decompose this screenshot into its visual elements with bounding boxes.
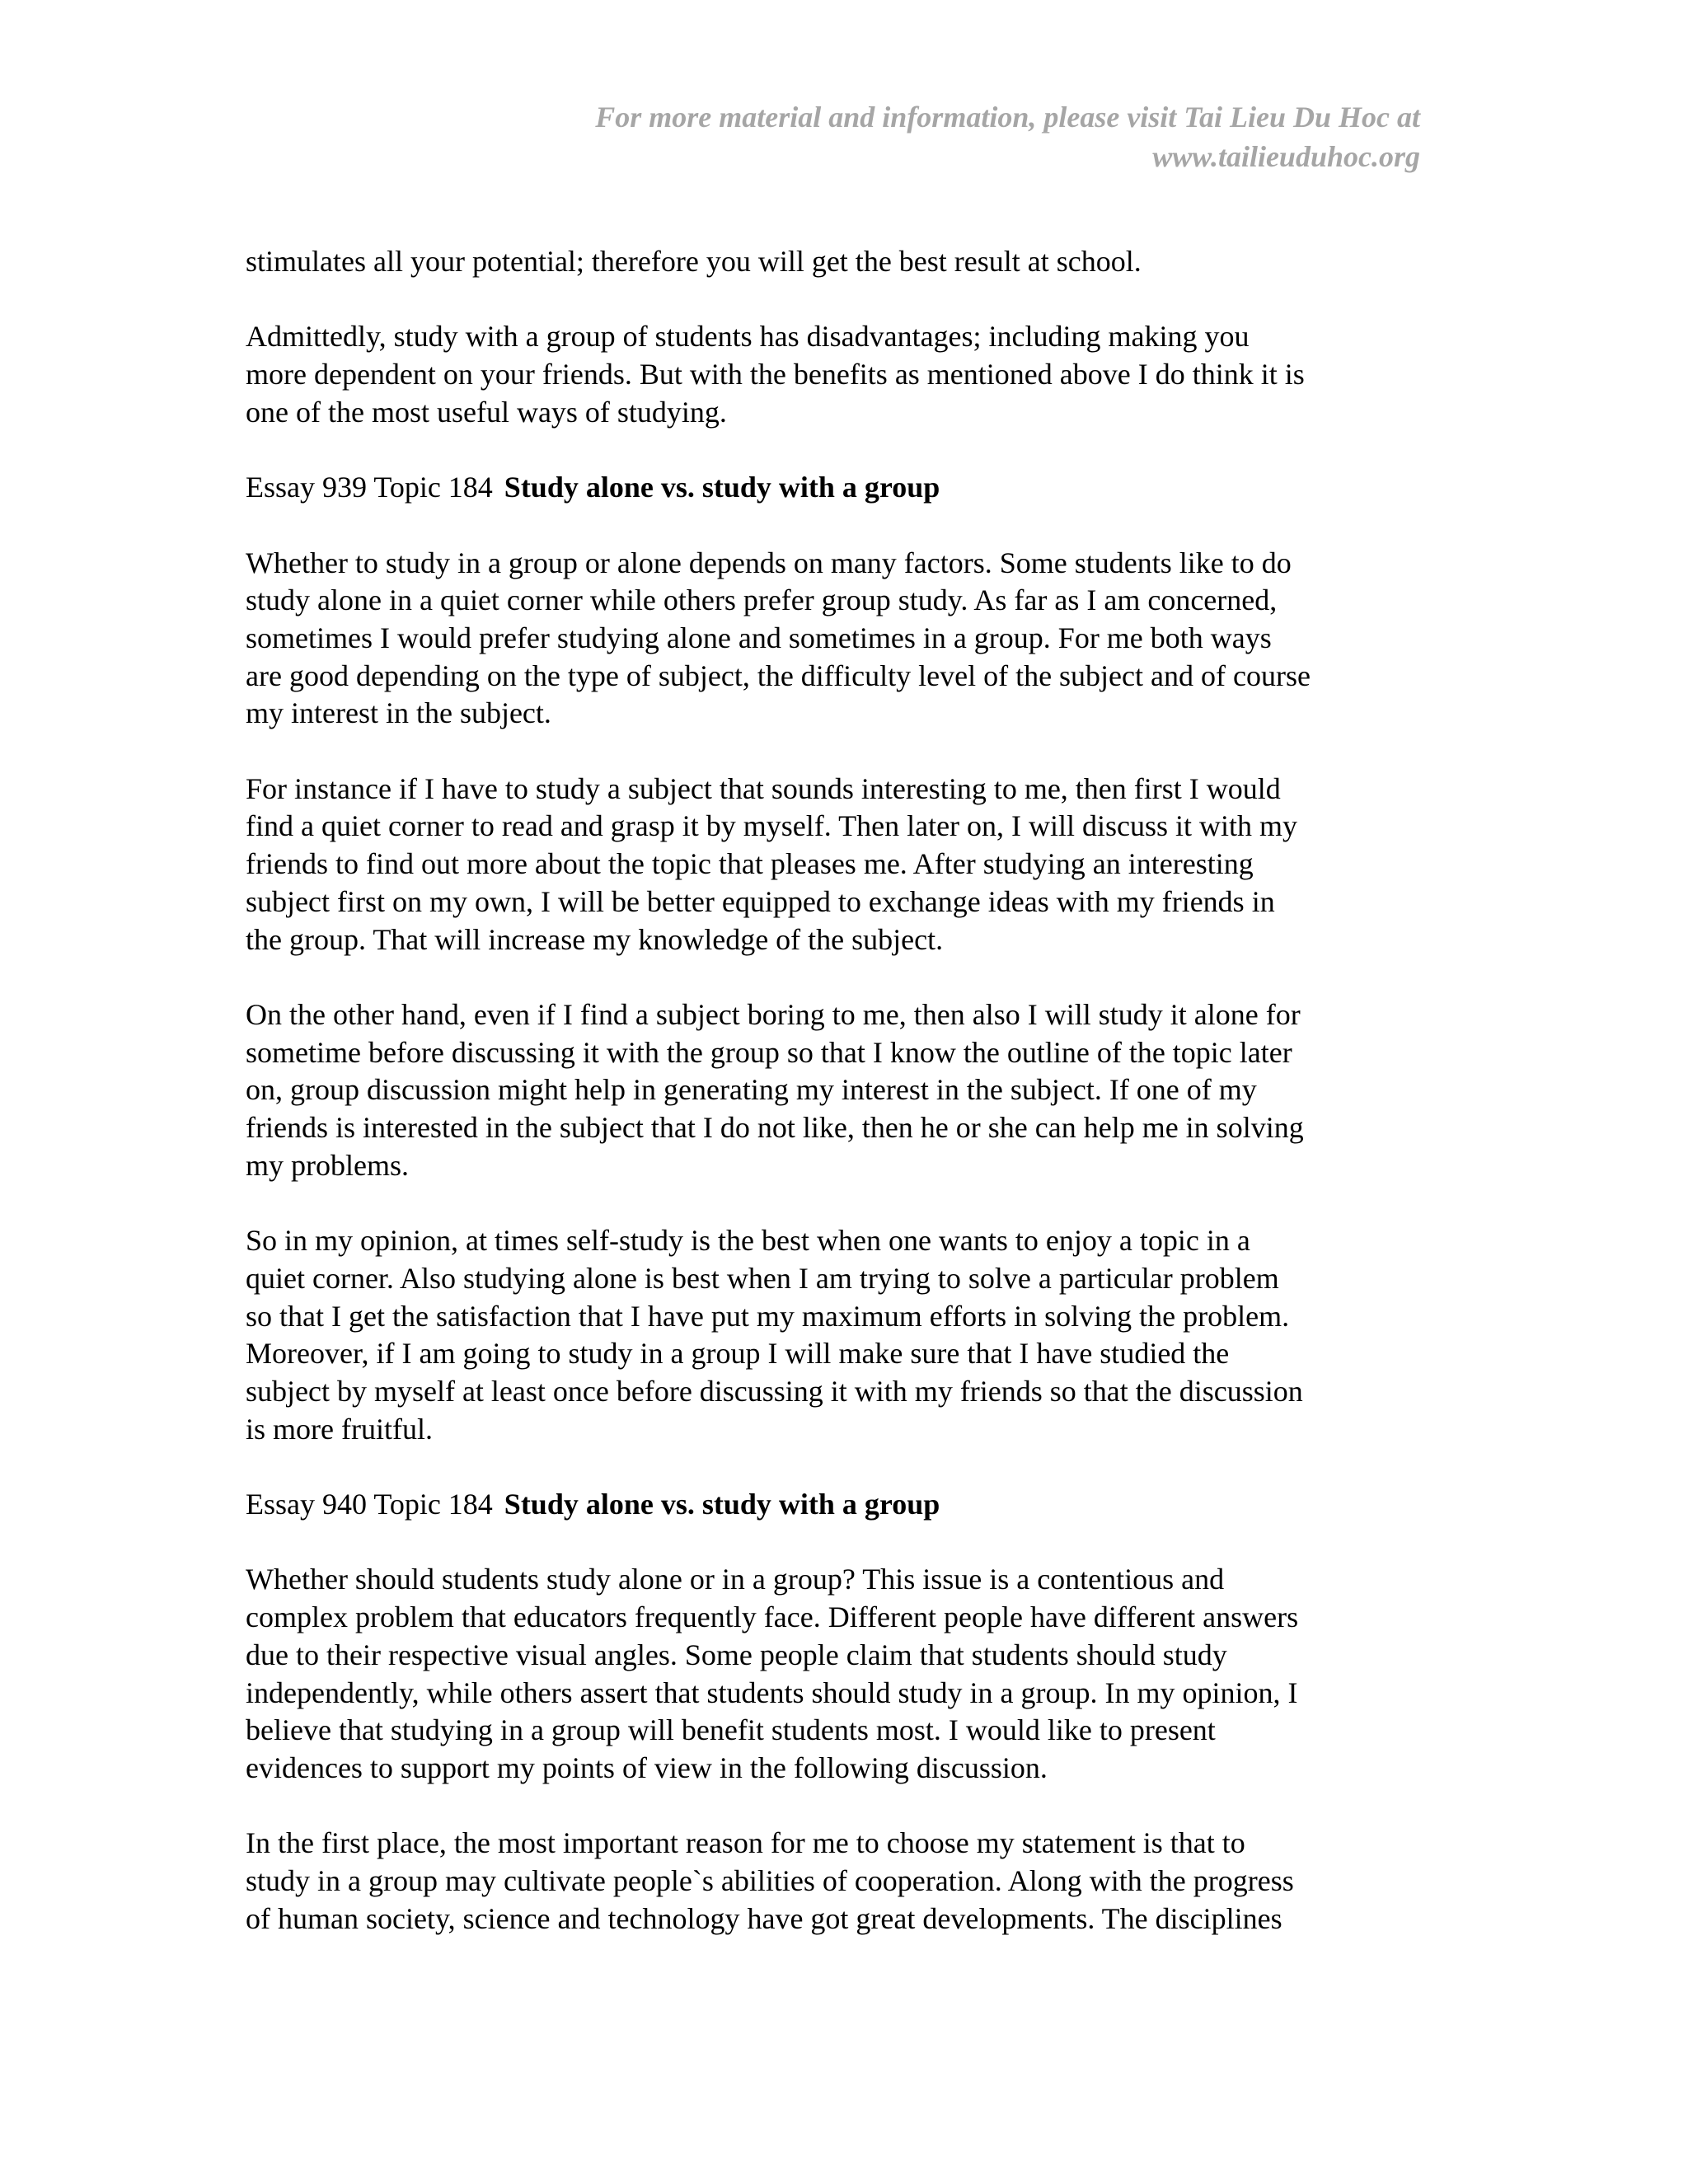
text-line: Admittedly, study with a group of students has disadvantages; including making you: [246, 320, 1250, 354]
essay-title: Study alone vs. study with a group: [504, 1488, 940, 1521]
text-line: evidences to support my points of view in the following discussion.: [246, 1751, 1048, 1784]
text-line: friends to find out more about the topic that pleases me. After studying an interesting: [246, 847, 1254, 881]
document-body: [246, 243, 1449, 1975]
essay-heading: [246, 1486, 1449, 1524]
text-line: so that I get the satisfaction that I have put my maximum efforts in solving the problem.: [246, 1299, 1290, 1333]
header-line-1: For more material and information, please visit Tai Lieu Du Hoc at: [595, 101, 1420, 134]
paragraph: [246, 545, 1449, 733]
text-line: is more fruitful.: [246, 1412, 433, 1446]
paragraph: [246, 318, 1449, 431]
text-line: find a quiet corner to read and grasp it by myself. Then later on, I will discuss it with my: [246, 809, 1298, 843]
text-line: stimulates all your potential; therefore you will get the best result at school.: [246, 245, 1142, 278]
text-line: subject first on my own, I will be better equipped to exchange ideas with my friends in: [246, 884, 1275, 918]
essay-label: Essay 940 Topic 184: [246, 1488, 493, 1521]
text-line: friends is interested in the subject that I do not like, then he or she can help me in solving: [246, 1111, 1304, 1145]
text-line: So in my opinion, at times self-study is the best when one wants to enjoy a topic in a: [246, 1224, 1250, 1258]
text-line: Whether should students study alone or in a group? This issue is a contentious and: [246, 1563, 1225, 1596]
paragraph: [246, 771, 1449, 959]
text-line: independently, while others assert that students should study in a group. In my opinion, I: [246, 1675, 1298, 1709]
paragraph: [246, 243, 1449, 281]
essay-label: Essay 939 Topic 184: [246, 471, 493, 504]
text-line: due to their respective visual angles. Some people claim that students should study: [246, 1638, 1227, 1671]
text-line: the group. That will increase my knowledge of the subject.: [246, 922, 944, 956]
paragraph: [246, 996, 1449, 1185]
page-header: [349, 97, 1420, 176]
text-line: On the other hand, even if I find a subject boring to me, then also I will study it alone for: [246, 997, 1301, 1031]
text-line: are good depending on the type of subject, the difficulty level of the subject and of course: [246, 658, 1311, 692]
text-line: subject by myself at least once before discussing it with my friends so that the discussion: [246, 1375, 1303, 1408]
text-line: my interest in the subject.: [246, 696, 551, 730]
paragraph: [246, 1222, 1449, 1448]
text-line: quiet corner. Also studying alone is best when I am trying to solve a particular problem: [246, 1261, 1279, 1295]
paragraph: [246, 1561, 1449, 1787]
text-line: sometimes I would prefer studying alone and sometimes in a group. For me both ways: [246, 621, 1272, 654]
paragraph: [246, 1825, 1449, 1938]
text-line: my problems.: [246, 1148, 409, 1182]
text-line: For instance if I have to study a subject that sounds interesting to me, then first I would: [246, 771, 1281, 805]
text-line: Moreover, if I am going to study in a group I will make sure that I have studied the: [246, 1337, 1230, 1371]
text-line: complex problem that educators frequently face. Different people have different answers: [246, 1601, 1299, 1634]
header-url: www.tailieuduhoc.org: [1152, 140, 1420, 173]
essay-heading: [246, 469, 1449, 507]
text-line: sometime before discussing it with the group so that I know the outline of the topic later: [246, 1035, 1292, 1069]
essay-title: Study alone vs. study with a group: [504, 471, 940, 504]
text-line: study alone in a quiet corner while others prefer group study. As far as I am concerned,: [246, 583, 1278, 617]
text-line: of human society, science and technology have got great developments. The disciplines: [246, 1901, 1282, 1935]
text-line: believe that studying in a group will benefit students most. I would like to present: [246, 1713, 1216, 1747]
text-line: In the first place, the most important reason for me to choose my statement is that to: [246, 1826, 1245, 1860]
text-line: Whether to study in a group or alone depends on many factors. Some students like to do: [246, 546, 1292, 579]
text-line: more dependent on your friends. But with the benefits as mentioned above I do think it is: [246, 358, 1305, 391]
text-line: study in a group may cultivate people`s abilities of cooperation. Along with the progress: [246, 1864, 1294, 1898]
text-line: one of the most useful ways of studying.: [246, 395, 727, 429]
text-line: on, group discussion might help in generating my interest in the subject. If one of my: [246, 1073, 1257, 1107]
